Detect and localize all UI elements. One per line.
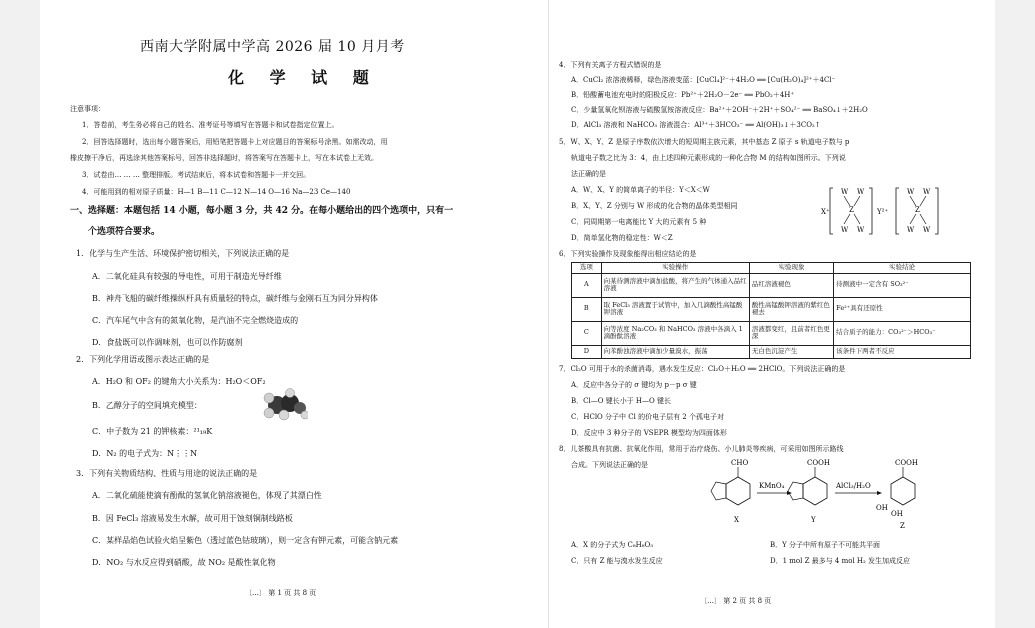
table-cell: Fe²⁺具有还原性 xyxy=(834,297,971,321)
table-header: 实验操作 xyxy=(601,263,749,274)
table-cell: 取 FeCl₃ 溶液置于试管中，加入几滴酸性高锰酸钾溶液 xyxy=(601,297,749,321)
table-header: 实验现象 xyxy=(749,263,833,274)
compound-x-label: X xyxy=(734,516,739,524)
question-8-stem: 8．儿茶酸具有抗菌、抗氧化作用，常用于治疗烧伤、小儿肺炎等疾病，可采用如图所示路线 xyxy=(559,445,844,453)
notice-line: 2．回答选择题时，选出每小题答案后，用铅笔把答题卡上对应题目的答案标号涂黑。如需改动，用 xyxy=(82,138,388,146)
exam-title: 西南大学附属中学高 2026 届 10 月月考 xyxy=(140,39,405,55)
compound-y-label: Y xyxy=(811,516,816,524)
notice-line: 4．可能用到的相对原子质量：H—1 B—11 C—12 N—14 O—16 Na—23 Ce—140 xyxy=(82,188,351,196)
compound-z-label: Z xyxy=(900,522,905,530)
question-7-stem: 7．Cl₂O 可用于水的杀菌消毒，遇水发生反应：Cl₂O＋H₂O ══ 2HClO。下列说法正确的是 xyxy=(559,365,846,373)
table-cell: C xyxy=(572,321,602,345)
question-4-option: B．铅酸蓄电池充电时的阳极反应：Pb²⁺＋2H₂O－2e⁻ ══ PbO₂＋4H⁺ xyxy=(571,91,795,99)
struct-cation-x: X⁺ xyxy=(821,208,830,216)
table-cell: 向等浓度 Na₂CO₃ 和 NaHCO₃ 溶液中各滴入 1 滴酚酞溶液 xyxy=(601,321,749,345)
table-cell: 品红溶液褪色 xyxy=(749,273,833,297)
notice-line: 橡皮擦干净后，再选涂其他答案标号，回答非选择题时，将答案写在答题卡上，写在本试卷上无效。 xyxy=(70,154,378,162)
question-1-option: D．食盐既可以作调味剂，也可以作防腐剂 xyxy=(92,338,243,347)
scan-edge-right xyxy=(994,0,1035,628)
question-5-option: B．X、Y、Z 分别与 W 形成的化合物的晶体类型相同 xyxy=(571,202,738,210)
question-7-option: B．Cl—O 键长小于 H—O 键长 xyxy=(571,397,671,405)
question-3-stem: 3．下列有关物质结构、性质与用途的说法正确的是 xyxy=(76,469,258,478)
page-footer: 〔…〕 第 2 页 共 8 页 xyxy=(700,597,772,605)
svg-text:W: W xyxy=(857,188,865,196)
question-5-option: D．简单氢化物的稳定性：W＜Z xyxy=(571,234,673,242)
svg-text:Z: Z xyxy=(849,206,854,214)
question-8-stem: 合成。下列说法正确的是 xyxy=(571,461,648,469)
svg-text:W: W xyxy=(841,188,849,196)
table-row xyxy=(572,321,971,345)
question-7-option: A．反应中各分子的 σ 键均为 p－p σ 键 xyxy=(571,381,697,389)
question-1-option: B．神舟飞船的碳纤维操纵杆具有质量轻的特点，碳纤维与金刚石互为同分异构体 xyxy=(92,294,378,303)
table-cell: 待测液中一定含有 SO₃²⁻ xyxy=(834,273,971,297)
svg-text:Z: Z xyxy=(915,206,920,214)
page-1 xyxy=(70,0,515,628)
table-cell: 结合质子的能力：CO₃²⁻＞HCO₃⁻ xyxy=(834,321,971,345)
svg-text:W: W xyxy=(923,226,931,234)
compound-m-structure xyxy=(817,180,977,242)
question-1-option: A．二氧化硅具有较强的导电性，可用于制造光导纤维 xyxy=(92,272,282,281)
question-4-option: C．少量氢氧化钡溶液与硫酸氢铵溶液反应：Ba²⁺＋2OH⁻＋2H⁺＋SO₄²⁻ ══ BaSO₄↓＋2H₂O xyxy=(571,106,868,114)
question-1-option: C．汽车尾气中含有的氮氧化物，是汽油不完全燃烧造成的 xyxy=(92,316,299,325)
question-3-option: A．二氧化硫能使滴有酚酞的氢氧化钠溶液褪色，体现了其漂白性 xyxy=(92,491,322,500)
question-7-option: D．反应中 3 种分子的 VSEPR 模型均为四面体形 xyxy=(571,429,727,437)
svg-text:W: W xyxy=(907,226,915,234)
question-5-stem: 轨道电子数之比为 3：4，由上述四种元素形成的一种化合物 M 的结构如图所示。下列说 xyxy=(571,154,846,162)
table-row xyxy=(572,345,971,358)
x-substituent: CHO xyxy=(731,459,749,467)
table-header-row xyxy=(572,263,971,274)
section-heading-cont: 个选项符合要求。 xyxy=(88,227,161,237)
page-footer: 〔…〕 第 1 页 共 8 页 xyxy=(245,589,317,597)
question-5-stem: 法正确的是 xyxy=(571,170,606,178)
table-cell: D xyxy=(572,345,602,358)
question-3-option: B．因 FeCl₃ 溶液易发生水解，故可用于蚀刻铜制线路板 xyxy=(92,514,293,523)
question-6-stem: 6．下列实验操作及现象能得出相应结论的是 xyxy=(559,250,697,258)
table-cell: B xyxy=(572,297,602,321)
scan-edge-left xyxy=(0,0,41,628)
struct-cation-y: Y²⁺ xyxy=(877,208,889,216)
question-5-option: C．同周期第一电离能比 Y 大的元素有 5 种 xyxy=(571,218,707,226)
question-4-option: D．AlCl₃ 溶液和 NaHCO₃ 溶液混合：Al³⁺＋3HCO₃⁻ ══ Al(OH)₃↓＋3CO₂↑ xyxy=(571,121,821,129)
experiment-table xyxy=(571,262,971,359)
reagent-kmno4: KMnO₄ xyxy=(759,482,785,490)
section-heading: 一、选择题：本题包括 14 小题，每小题 3 分，共 42 分。在每小题给出的四个选项中，只有一 xyxy=(70,206,454,216)
svg-text:W: W xyxy=(907,188,915,196)
svg-text:W: W xyxy=(923,188,931,196)
exam-sheet xyxy=(40,0,995,628)
table-cell: 无白色沉淀产生 xyxy=(749,345,833,358)
page-2 xyxy=(555,0,980,628)
z-hydroxyl: OH xyxy=(876,504,888,512)
table-cell: 向苯酚浊溶液中滴加少量溴水，振荡 xyxy=(601,345,749,358)
table-header: 实验结论 xyxy=(834,263,971,274)
y-substituent: COOH xyxy=(807,459,830,467)
question-2-option: C．中子数为 21 的钾核素：²¹₁₉K xyxy=(92,427,213,436)
notice-line: 1．答卷前，考生务必将自己的姓名、准考证号等填写在答题卡和试卷指定位置上。 xyxy=(82,121,339,129)
question-4-stem: 4．下列有关离子方程式错误的是 xyxy=(559,61,662,69)
table-cell: 酸性高锰酸钾溶液的紫红色褪去 xyxy=(749,297,833,321)
ethanol-space-filling-model xyxy=(260,388,308,422)
question-2-option: D．N₂ 的电子式为：N⋮⋮N xyxy=(92,449,198,458)
table-cell: A xyxy=(572,273,602,297)
table-cell: 该条件下两者不反应 xyxy=(834,345,971,358)
table-row xyxy=(572,297,971,321)
synthesis-scheme xyxy=(635,452,965,534)
question-7-option: C．HClO 分子中 Cl 的价电子层有 2 个孤电子对 xyxy=(571,413,724,421)
question-3-option: D．NO₂ 与水反应得到硝酸，故 NO₂ 是酸性氧化物 xyxy=(92,558,276,567)
page-divider xyxy=(548,0,549,628)
table-cell: 溶液都变红，且前者红色更深 xyxy=(749,321,833,345)
question-2-stem: 2．下列化学用语或图示表达正确的是 xyxy=(76,355,210,364)
question-8-option: A．X 的分子式为 C₈H₈O₃ xyxy=(571,541,654,549)
question-5-stem: 5．W、X、Y、Z 是原子序数依次增大的短周期主族元素，其中基态 Z 原子 s 轨道电子数与 p xyxy=(559,138,850,146)
question-3-option: C．某样品焰色试验火焰呈紫色（透过蓝色钴玻璃），则一定含有钾元素，可能含钠元素 xyxy=(92,536,399,545)
z-substituent: COOH xyxy=(895,459,918,467)
reagent-alcl3: AlCl₃/H₂O xyxy=(836,482,871,490)
question-5-option: A．W、X、Y 的简单离子的半径：Y＜X＜W xyxy=(571,186,710,194)
svg-text:W: W xyxy=(841,226,849,234)
question-8-option: D．1 mol Z 最多与 4 mol H₂ 发生加成反应 xyxy=(770,557,911,565)
z-hydroxyl: OH xyxy=(891,510,903,518)
notice-heading: 注意事项： xyxy=(70,105,105,113)
notice-line: 3．试卷由… … … 整理排版。考试结束后，将本试卷和答题卡一并交回。 xyxy=(82,171,311,179)
question-1-stem: 1．化学与生产生活、环境保护密切相关，下列说法正确的是 xyxy=(76,249,290,258)
question-2-option: B．乙醇分子的空间填充模型： xyxy=(92,401,202,410)
question-8-option: B．Y 分子中所有原子不可能共平面 xyxy=(770,541,880,549)
svg-text:W: W xyxy=(857,226,865,234)
table-header: 选项 xyxy=(572,263,602,274)
table-row xyxy=(572,273,971,297)
table-cell: 向某待测溶液中滴加盐酸，将产生的气体通入品红溶液 xyxy=(601,273,749,297)
question-4-option: A．CuCl₂ 浓溶液稀释，绿色溶液变蓝：[CuCl₄]²⁻＋4H₂O ══ [Cu(H₂O)₄]²⁺＋4Cl⁻ xyxy=(571,76,836,84)
question-8-option: C．只有 Z 能与溴水发生反应 xyxy=(571,557,663,565)
subject-title: 化 学 试 题 xyxy=(228,68,379,87)
question-2-option: A．H₂O 和 OF₂ 的键角大小关系为：H₂O＜OF₂ xyxy=(92,377,266,386)
